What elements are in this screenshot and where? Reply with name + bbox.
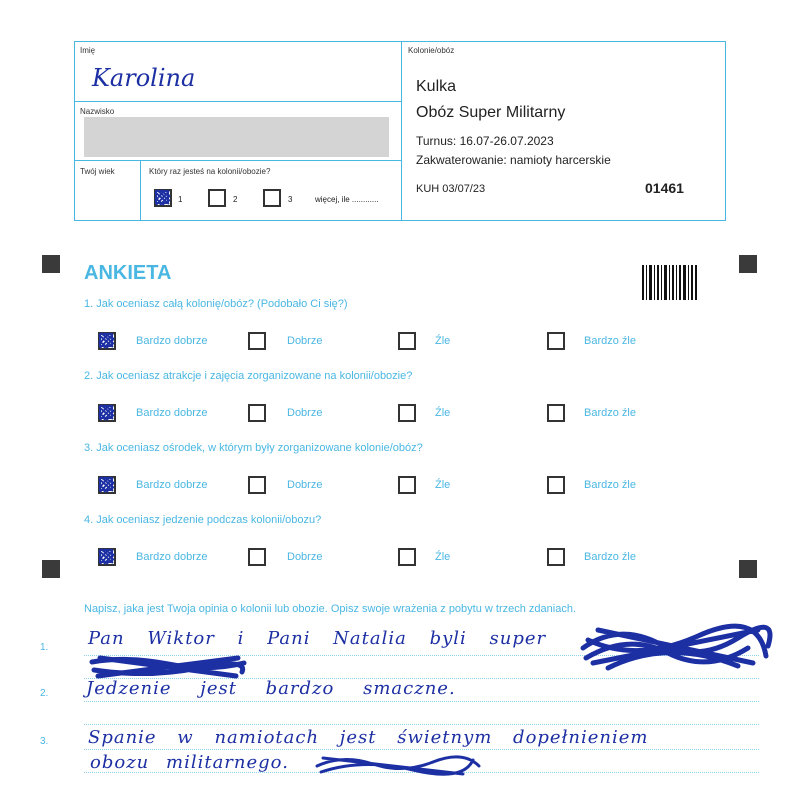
answer-line bbox=[84, 724, 759, 725]
times-checkbox-1[interactable] bbox=[154, 189, 172, 207]
scribble-redaction bbox=[88, 654, 248, 680]
rating-option-label: Bardzo źle bbox=[584, 479, 636, 491]
line-number-2: 2. bbox=[40, 688, 49, 699]
header-divider-2 bbox=[74, 160, 401, 161]
line-number-1: 1. bbox=[40, 642, 49, 653]
question-text: 2. Jak oceniasz atrakcje i zajęcia zorganizowane na kolonii/obozie? bbox=[84, 370, 413, 382]
rating-checkbox[interactable] bbox=[398, 548, 416, 566]
rating-option-label: Bardzo źle bbox=[584, 551, 636, 563]
rating-option-label: Dobrze bbox=[287, 335, 323, 347]
times-option-1: 1 bbox=[178, 195, 183, 204]
first-name-value[interactable]: Karolina bbox=[92, 64, 196, 92]
rating-option-label: Bardzo dobrze bbox=[136, 335, 208, 347]
question-text: 4. Jak oceniasz jedzenie podczas kolonii/obozu? bbox=[84, 514, 322, 526]
times-checkbox-3[interactable] bbox=[263, 189, 281, 207]
header-divider-1 bbox=[74, 101, 401, 102]
rating-option-label: Źle bbox=[435, 335, 451, 347]
rating-checkbox[interactable] bbox=[398, 404, 416, 422]
answer-line bbox=[84, 749, 759, 750]
rating-checkbox[interactable] bbox=[547, 404, 565, 422]
checkbox-scribble-icon bbox=[98, 404, 116, 422]
camp-code: KUH 03/07/23 bbox=[416, 183, 486, 195]
rating-checkbox[interactable] bbox=[398, 476, 416, 494]
registration-marker bbox=[42, 255, 60, 273]
registration-marker bbox=[739, 255, 757, 273]
survey-title: ANKIETA bbox=[84, 262, 172, 284]
accommodation: Zakwaterowanie: namioty harcerskie bbox=[416, 153, 611, 167]
surname-redaction bbox=[84, 117, 389, 157]
rating-option-label: Bardzo dobrze bbox=[136, 551, 208, 563]
surname-label: Nazwisko bbox=[80, 107, 115, 116]
registration-marker bbox=[42, 560, 60, 578]
scribble-redaction bbox=[313, 752, 483, 778]
camp-type: Obóz Super Militarny bbox=[416, 104, 566, 121]
barcode-icon bbox=[642, 265, 698, 300]
form-number: 01461 bbox=[645, 180, 684, 196]
scribble-redaction bbox=[578, 618, 773, 673]
rating-option-label: Źle bbox=[435, 407, 451, 419]
rating-option-label: Dobrze bbox=[287, 479, 323, 491]
rating-checkbox[interactable] bbox=[248, 476, 266, 494]
rating-checkbox[interactable] bbox=[248, 404, 266, 422]
rating-checkbox[interactable] bbox=[248, 548, 266, 566]
rating-checkbox[interactable] bbox=[248, 332, 266, 350]
times-label: Który raz jesteś na kolonii/obozie? bbox=[149, 167, 271, 176]
checkbox-scribble-icon bbox=[154, 189, 172, 207]
checkbox-scribble-icon bbox=[98, 332, 116, 350]
checkbox-scribble-icon bbox=[98, 548, 116, 566]
rating-checkbox[interactable] bbox=[398, 332, 416, 350]
registration-marker bbox=[739, 560, 757, 578]
rating-option-label: Bardzo dobrze bbox=[136, 479, 208, 491]
header-divider-age bbox=[140, 160, 141, 221]
answer-text-1[interactable]: Pan Wiktor i Pani Natalia byli super bbox=[88, 628, 547, 649]
rating-checkbox[interactable] bbox=[547, 476, 565, 494]
rating-option-label: Źle bbox=[435, 479, 451, 491]
line-number-3: 3. bbox=[40, 736, 49, 747]
rating-option-label: Źle bbox=[435, 551, 451, 563]
first-name-label: Imię bbox=[80, 46, 96, 55]
times-more-label: więcej, ile ............ bbox=[315, 195, 379, 204]
rating-option-label: Dobrze bbox=[287, 407, 323, 419]
rating-checkbox[interactable] bbox=[98, 404, 116, 422]
header-divider-vertical bbox=[401, 41, 402, 221]
rating-option-label: Dobrze bbox=[287, 551, 323, 563]
age-label: Twój wiek bbox=[80, 167, 115, 176]
camp-label: Kolonie/obóz bbox=[408, 46, 455, 55]
rating-option-label: Bardzo źle bbox=[584, 335, 636, 347]
times-option-2: 2 bbox=[233, 195, 238, 204]
checkbox-scribble-icon bbox=[98, 476, 116, 494]
answer-line bbox=[84, 701, 759, 702]
question-text: 1. Jak oceniasz całą kolonię/obóz? (Podobało Ci się?) bbox=[84, 298, 348, 310]
rating-option-label: Bardzo dobrze bbox=[136, 407, 208, 419]
rating-checkbox[interactable] bbox=[98, 476, 116, 494]
rating-checkbox[interactable] bbox=[547, 548, 565, 566]
answer-text-2[interactable]: Jedzenie jest bardzo smaczne. bbox=[86, 678, 456, 699]
answer-text-4[interactable]: obozu militarnego. bbox=[90, 752, 289, 773]
times-option-3: 3 bbox=[288, 195, 293, 204]
rating-checkbox[interactable] bbox=[547, 332, 565, 350]
question-text: 3. Jak oceniasz ośrodek, w którym były zorganizowane kolonie/obóz? bbox=[84, 442, 423, 454]
times-checkbox-2[interactable] bbox=[208, 189, 226, 207]
answer-text-3[interactable]: Spanie w namiotach jest świetnym dopełnieniem bbox=[88, 727, 649, 748]
rating-checkbox[interactable] bbox=[98, 548, 116, 566]
rating-checkbox[interactable] bbox=[98, 332, 116, 350]
camp-name: Kulka bbox=[416, 78, 457, 95]
rating-option-label: Bardzo źle bbox=[584, 407, 636, 419]
turnus: Turnus: 16.07-26.07.2023 bbox=[416, 134, 554, 148]
opinion-prompt: Napisz, jaka jest Twoja opinia o kolonii lub obozie. Opisz swoje wrażenia z pobytu w trzech zdaniach. bbox=[84, 603, 576, 615]
